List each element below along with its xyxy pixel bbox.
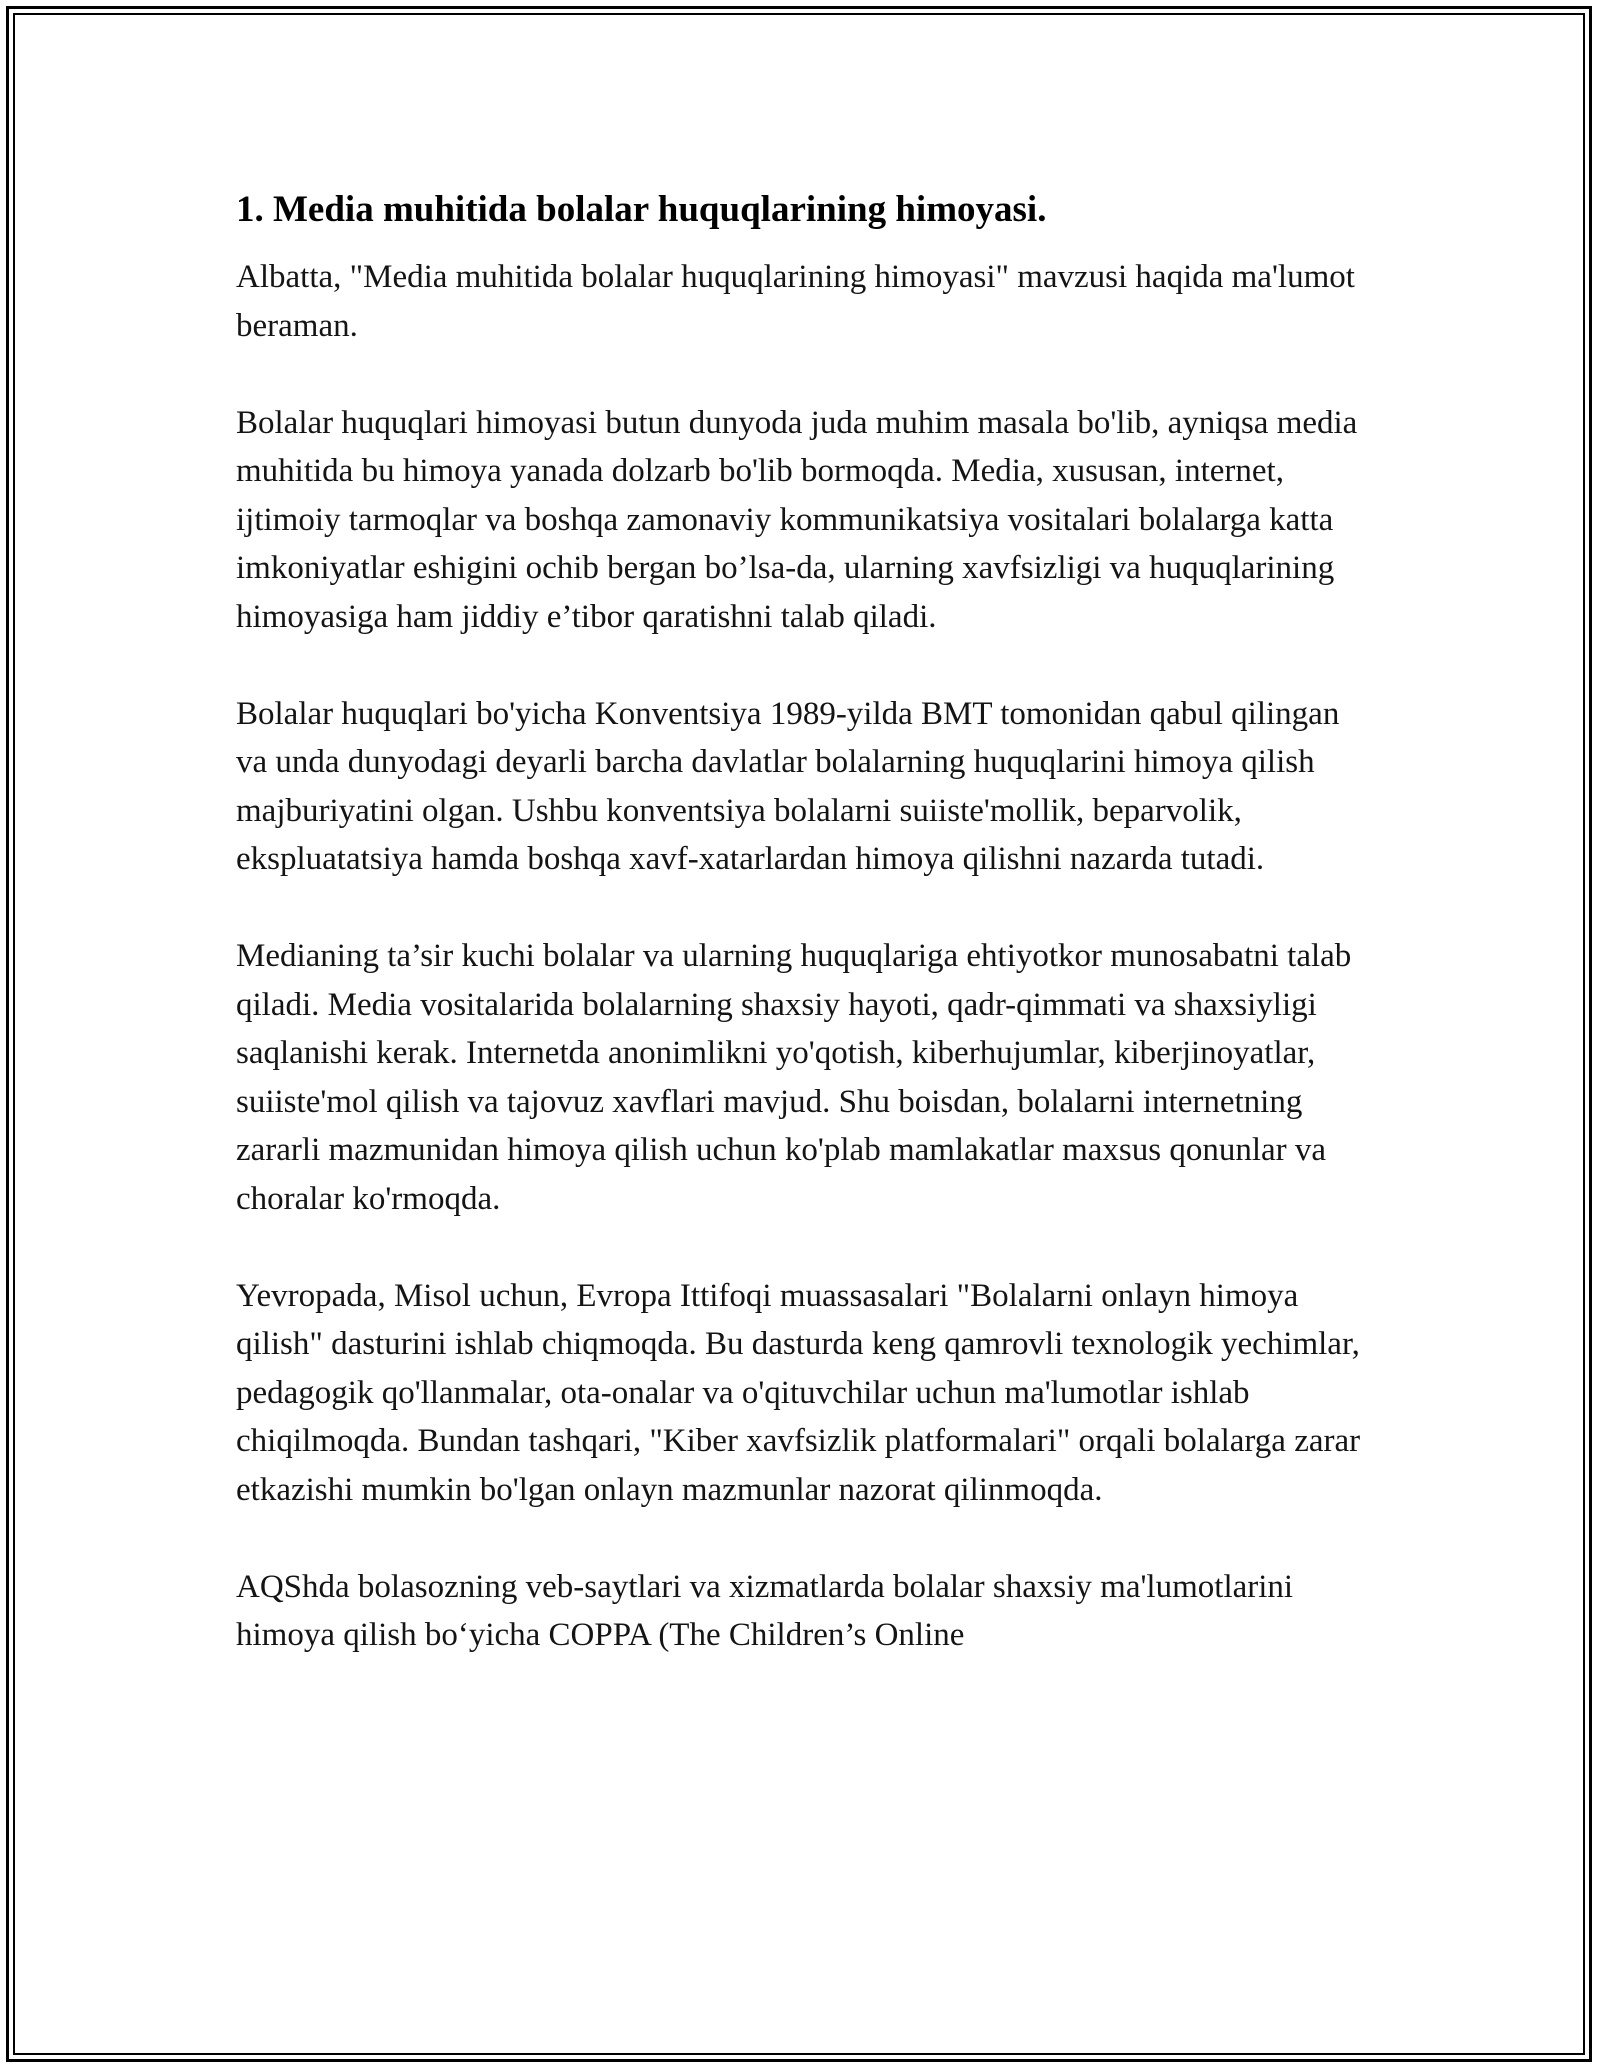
section-heading: 1. Media muhitida bolalar huquqlarining himoyasi. [236,189,1047,230]
paragraph-usa: AQShda bolasozning veb-saytlari va xizmatlarda bolalar shaxsiy ma'lumotlarini himoya qilish bo‘yicha COPPA (The Children’s Online [236,1568,1294,1653]
paragraph-europe: Yevropada, Misol uchun, Evropa Ittifoqi muassasalari "Bolalarni onlayn himoya qilish" dasturini ishlab chiqmoqda. Bu dasturda keng qamrovli texnologik yechimlar, pedagogik qo'llanmalar, ota-onalar va o'qituvchilar uchun ma'lumotlar ishlab chiqilmoqda. Bundan tashqari, "Kiber xavfsizlik platformalari" orqali bolalarga zarar etkazishi mumkin bo'lgan onlayn mazmunlar nazorat qilinmoqda. [236,1277,1361,1508]
paragraph-media-influence: Medianing ta’sir kuchi bolalar va ularning huquqlariga ehtiyotkor munosabatni talab qiladi. Media vositalarida bolalarning shaxsiy hayoti, qadr-qimmati va shaxsiyligi saqlanishi kerak. Internetda anonimlikni yo'qotish, kiberhujumlar, kiberjinoyatlar, suiiste'mol qilish va tajovuz xavflari mavjud. Shu boisdan, bolalarni internetning zararli mazmunidan himoya qilish uchun ko'plab mamlakatlar maxsus qonunlar va choralar ko'rmoqda. [236,938,1352,1217]
paragraph-importance: Bolalar huquqlari himoyasi butun dunyoda juda muhim masala bo'lib, ayniqsa media muhitida bu himoya yanada dolzarb bo'lib bormoqda. Media, xususan, internet, ijtimoiy tarmoqlar va boshqa zamonaviy kommunikatsiya vositalari bolalarga katta imkoniyatlar eshigini ochib bergan bo’lsa-da, ularning xavfsizligi va huquqlarining himoyasiga ham jiddiy e’tibor qaratishni talab qiladi. [236,404,1358,635]
document-body [236,185,1366,1660]
paragraph-intro: Albatta, "Media muhitida bolalar huquqlarining himoyasi" mavzusi haqida ma'lumot beraman. [236,259,1355,344]
paragraph-convention: Bolalar huquqlari bo'yicha Konventsiya 1989-yilda BMT tomonidan qabul qilingan va unda dunyodagi deyarli barcha davlatlar bolalarning huquqlarini himoya qilish majburiyatini olgan. Ushbu konventsiya bolalarni suiiste'mollik, beparvolik, ekspluatatsiya hamda boshqa xavf-xatarlardan himoya qilishni nazarda tutadi. [236,695,1340,877]
